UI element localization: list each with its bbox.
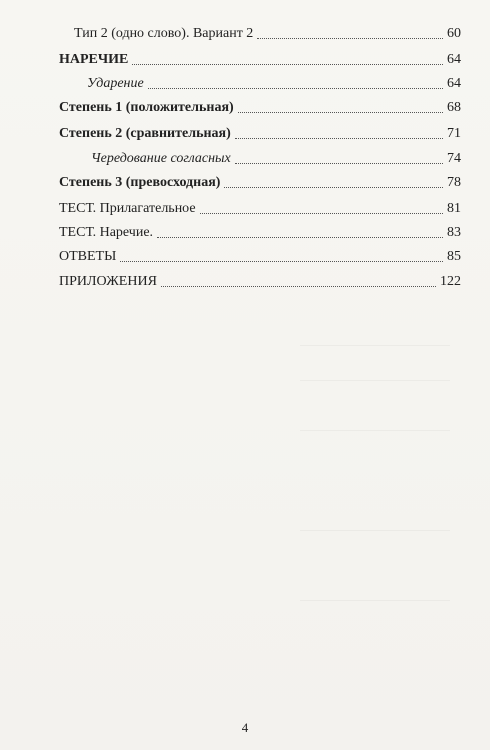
toc-entry-page: 81 (447, 201, 461, 216)
toc-entry-label: ОТВЕТЫ (59, 249, 117, 264)
toc-entry-label: ТЕСТ. Прилагательное (59, 201, 196, 216)
toc-leader-dots (132, 64, 443, 65)
toc-entry[interactable] (91, 145, 461, 167)
show-through-line (300, 430, 450, 431)
show-through-line (300, 380, 450, 381)
toc-leader-dots (200, 213, 443, 214)
toc-entry[interactable] (87, 70, 461, 92)
toc-leader-dots (161, 286, 436, 287)
toc-entry-page: 71 (447, 126, 461, 141)
toc-leader-dots (257, 38, 443, 39)
toc-leader-dots (238, 112, 443, 113)
toc-entry-label: Ударение (87, 76, 144, 91)
toc-entry-label: Тип 2 (одно слово). Вариант 2 (74, 26, 254, 41)
toc-entry-page: 122 (440, 274, 461, 289)
toc-entry-label: ПРИЛОЖЕНИЯ (59, 274, 157, 289)
toc-entry-label: Степень 2 (сравнительная) (59, 126, 231, 141)
toc-entry[interactable] (59, 219, 461, 241)
show-through-line (300, 345, 450, 346)
toc-leader-dots (148, 88, 443, 89)
show-through-line (300, 530, 450, 531)
toc-entry[interactable] (59, 268, 461, 290)
toc-leader-dots (235, 163, 443, 164)
toc-entry[interactable] (59, 94, 461, 116)
toc-leader-dots (224, 187, 443, 188)
toc-entry-label: Чередование согласных (91, 151, 231, 166)
toc-entry-label: Степень 3 (превосходная) (59, 175, 221, 190)
toc-entry-page: 60 (447, 26, 461, 41)
toc-leader-dots (235, 138, 443, 139)
toc-entry-label: НАРЕЧИЕ (59, 52, 129, 67)
toc-entry-page: 78 (447, 175, 461, 190)
show-through-line (300, 600, 450, 601)
toc-entry-page: 68 (447, 100, 461, 115)
toc-entry[interactable] (59, 169, 461, 191)
toc-entry-label: ТЕСТ. Наречие. (59, 225, 154, 240)
toc-entry[interactable] (74, 20, 461, 42)
toc-entry-page: 83 (447, 225, 461, 240)
toc-entry[interactable] (59, 46, 461, 68)
toc-entry[interactable] (59, 243, 461, 265)
toc-leader-dots (157, 237, 443, 238)
toc-entry-page: 64 (447, 52, 461, 67)
toc-entry-page: 74 (447, 151, 461, 166)
toc-entry[interactable] (59, 195, 461, 217)
toc-entry-page: 64 (447, 76, 461, 91)
toc-entry[interactable] (59, 120, 461, 142)
toc-entry-label: Степень 1 (положительная) (59, 100, 234, 115)
page-number: 4 (241, 720, 249, 735)
toc-leader-dots (120, 261, 443, 262)
toc-entry-page: 85 (447, 249, 461, 264)
